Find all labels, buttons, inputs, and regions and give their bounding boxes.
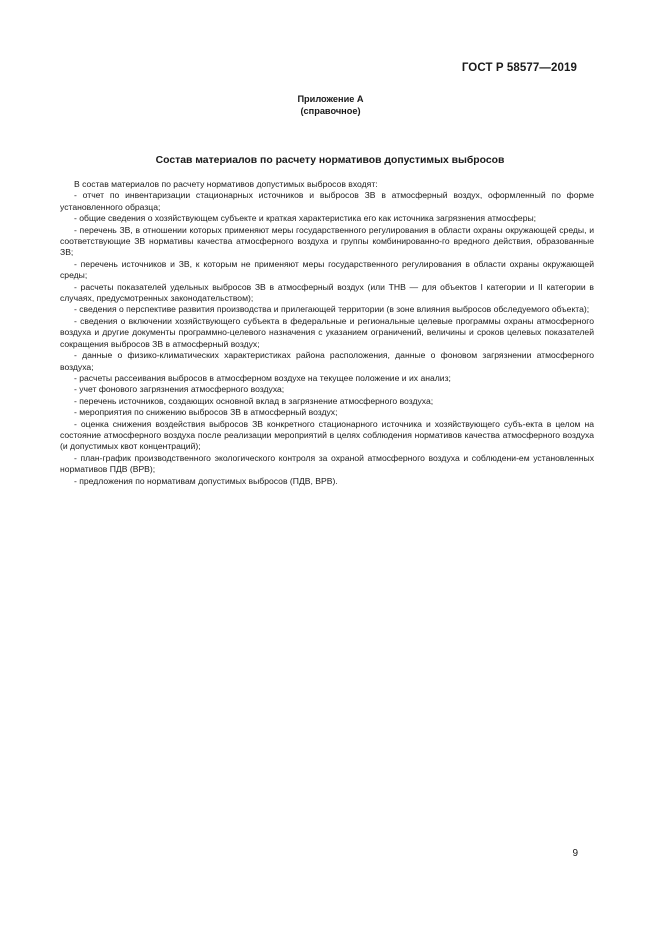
appendix-title: Приложение А (297, 94, 364, 104)
list-item: - перечень источников, создающих основной вклад в загрязнение атмосферного воздуха; (74, 395, 434, 406)
list-item: - учет фонового загрязнения атмосферного воздуха; (74, 384, 285, 395)
list-item: - сведения о перспективе развития производства и прилегающей территории (в зоне влияния выбросов обследуемого объекта); (74, 304, 590, 315)
body-text (60, 179, 594, 487)
list-item: - мероприятия по снижению выбросов ЗВ в атмосферный воздух; (74, 407, 338, 418)
list-item: - план-график производственного экологического контроля за охраной атмосферного воздуха и соблюдени-ем установленных нормативов ПДВ (ВРВ); (60, 452, 594, 475)
list-item: - сведения о включении хозяйствующего субъекта в федеральные и региональные целевые программы охраны атмосферного воздуха и другие документы программно-целевого назначения с указанием ограничений, величины и сроков целевых показателей сокращения выбросов ЗВ в атмосферный воздух; (60, 315, 594, 349)
list-item: - расчеты показателей удельных выбросов ЗВ в атмосферный воздух (или ТНВ — для объектов I категории и II категории в случаях, предусмотренных законодательством); (60, 281, 594, 304)
intro-paragraph: В состав материалов по расчету нормативов допустимых выбросов входят: (74, 179, 378, 189)
list-item: - данные о физико-климатических характеристиках района расположения, данные о фоновом загрязнении атмосферного воздуха; (60, 350, 594, 372)
list-item: - перечень источников и ЗВ, к которым не применяют меры государственного регулирования в области охраны окружающей среды; (60, 258, 594, 281)
list-item: - расчеты рассеивания выбросов в атмосферном воздухе на текущее положение и их анализ; (74, 372, 451, 383)
list-item: - общие сведения о хозяйствующем субъекте и краткая характеристика его как источника загрязнения атмосферы; (74, 213, 537, 224)
list-item: - предложения по нормативам допустимых выбросов (ПДВ, ВРВ). (74, 475, 338, 486)
appendix-heading (0, 93, 661, 117)
page-number: 9 (572, 848, 578, 859)
appendix-subtitle: (справочное) (300, 106, 361, 116)
section-title: Состав материалов по расчету нормативов допустимых выбросов (155, 155, 505, 166)
list-item: - перечень ЗВ, в отношении которых применяют меры государственного регулирования в области охраны окружающей среды, и соответствующие ЗВ нормативы качества атмосферного воздуха и группы комбинированно-го вредного действия, образованные ЗВ; (60, 224, 594, 258)
document-code: ГОСТ Р 58577—2019 (461, 62, 577, 74)
list-item: - отчет по инвентаризации стационарных источников и выбросов ЗВ в атмосферный воздух, оформленный по форме установленного образца; (60, 190, 594, 212)
list-item: - оценка снижения воздействия выбросов ЗВ конкретного стационарного источника и хозяйствующего субъ-екта в целом на состояние атмосферного воздуха после реализации мероприятий в целях соблюдения нормативов качества атмосферного воздуха (и допустимых квот концентраций); (60, 418, 594, 452)
